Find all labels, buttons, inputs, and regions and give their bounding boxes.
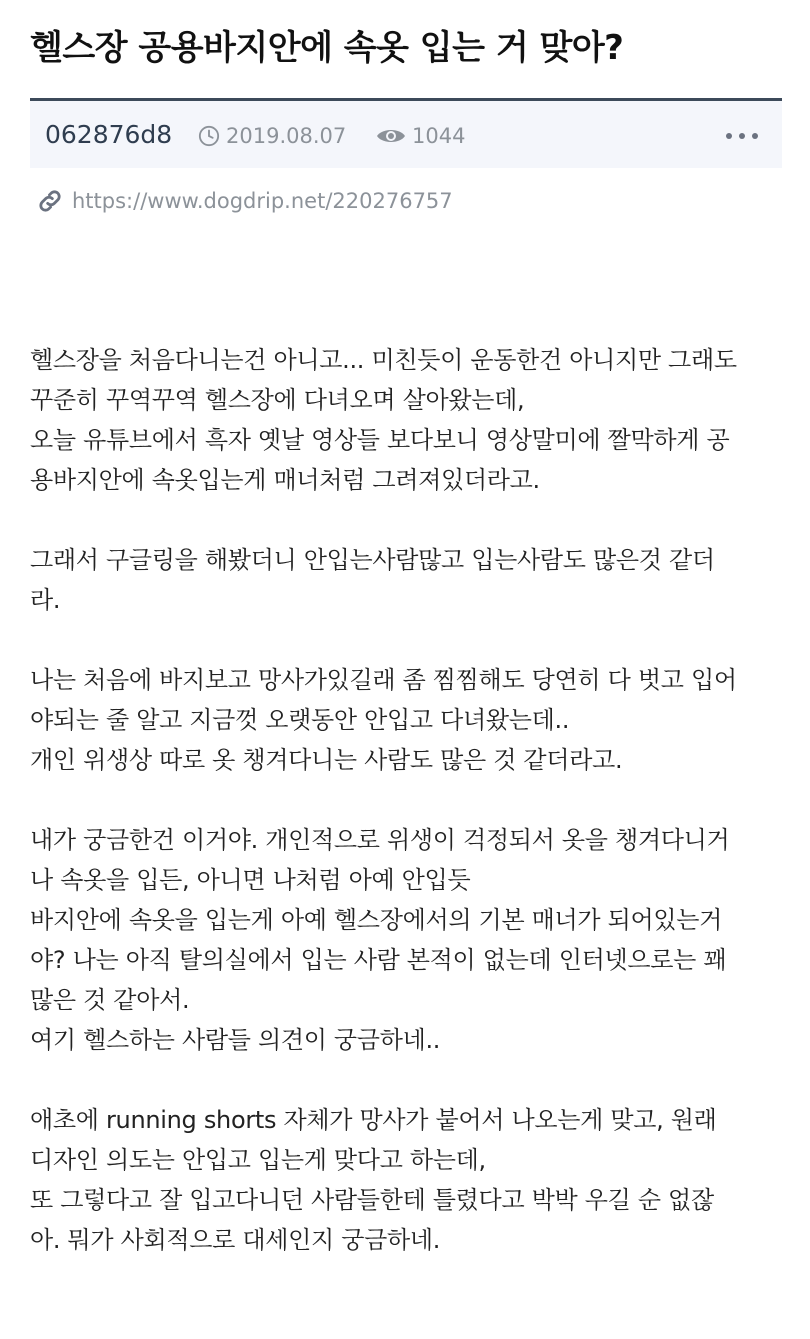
body-line: 또 그렇다고 잘 입고다니던 사람들한테 틀렸다고 박박 우길 순 없잖 bbox=[30, 1186, 714, 1214]
more-dots-icon[interactable] bbox=[726, 121, 758, 151]
body-line: 애초에 running shorts 자체가 망사가 붙어서 나오는게 맞고, 원래 bbox=[30, 1106, 717, 1134]
body-paragraph-1 bbox=[30, 340, 790, 500]
author-name[interactable]: 062876d8 bbox=[45, 120, 173, 149]
body-line: 나는 처음에 바지보고 망사가있길래 좀 찜찜해도 당연히 다 벗고 입어 bbox=[30, 666, 737, 694]
body-paragraph-5 bbox=[30, 1100, 790, 1260]
body-line: 여기 헬스하는 사람들 의견이 궁금하네.. bbox=[30, 1026, 441, 1054]
post-link[interactable] bbox=[36, 186, 453, 216]
body-line: 아. 뭐가 사회적으로 대세인지 궁금하네. bbox=[30, 1226, 441, 1254]
post-date bbox=[198, 121, 346, 151]
body-line: 디자인 의도는 안입고 입는게 맞다고 하는데, bbox=[30, 1146, 486, 1174]
post-date-text: 2019.08.07 bbox=[226, 124, 347, 148]
body-line: 야? 나는 아직 탈의실에서 입는 사람 본적이 없는데 인터넷으로는 꽤 bbox=[30, 946, 727, 974]
link-icon bbox=[36, 187, 64, 215]
body-line: 야되는 줄 알고 지금껏 오랫동안 안입고 다녀왔는데.. bbox=[30, 706, 570, 734]
post-title: 헬스장 공용바지안에 속옷 입는 거 맞아? bbox=[30, 28, 624, 68]
post-views bbox=[376, 121, 465, 151]
body-line: 개인 위생상 따로 옷 챙겨다니는 사람도 많은 것 같더라고. bbox=[30, 746, 623, 774]
body-line: 헬스장을 처음다니는건 아니고... 미친듯이 운동한건 아니지만 그래도 bbox=[30, 346, 737, 374]
body-line: 오늘 유튜브에서 흑자 옛날 영상들 보다보니 영상말미에 짤막하게 공 bbox=[30, 426, 730, 454]
eye-icon bbox=[376, 126, 406, 146]
post-meta-bar bbox=[30, 98, 782, 168]
body-line: 많은 것 같아서. bbox=[30, 986, 190, 1014]
body-line: 바지안에 속옷을 입는게 아예 헬스장에서의 기본 매너가 되어있는거 bbox=[30, 906, 723, 934]
post-link-url[interactable]: https://www.dogdrip.net/220276757 bbox=[72, 189, 453, 213]
body-line: 용바지안에 속옷입는게 매너처럼 그려져있더라고. bbox=[30, 466, 540, 494]
body-line: 라. bbox=[30, 586, 61, 614]
clock-icon bbox=[198, 125, 220, 147]
body-line: 내가 궁금한건 이거야. 개인적으로 위생이 걱정되서 옷을 챙겨다니거 bbox=[30, 826, 730, 854]
body-line: 나 속옷을 입든, 아니면 나처럼 아예 안입듯 bbox=[30, 866, 471, 894]
body-line: 꾸준히 꾸역꾸역 헬스장에 다녀오며 살아왔는데, bbox=[30, 386, 525, 414]
body-paragraph-4 bbox=[30, 820, 790, 1060]
post-views-count: 1044 bbox=[412, 124, 466, 148]
body-line: 그래서 구글링을 해봤더니 안입는사람많고 입는사람도 많은것 같더 bbox=[30, 546, 715, 574]
post-body bbox=[30, 340, 790, 1300]
body-paragraph-2 bbox=[30, 540, 790, 620]
body-paragraph-3 bbox=[30, 660, 790, 780]
